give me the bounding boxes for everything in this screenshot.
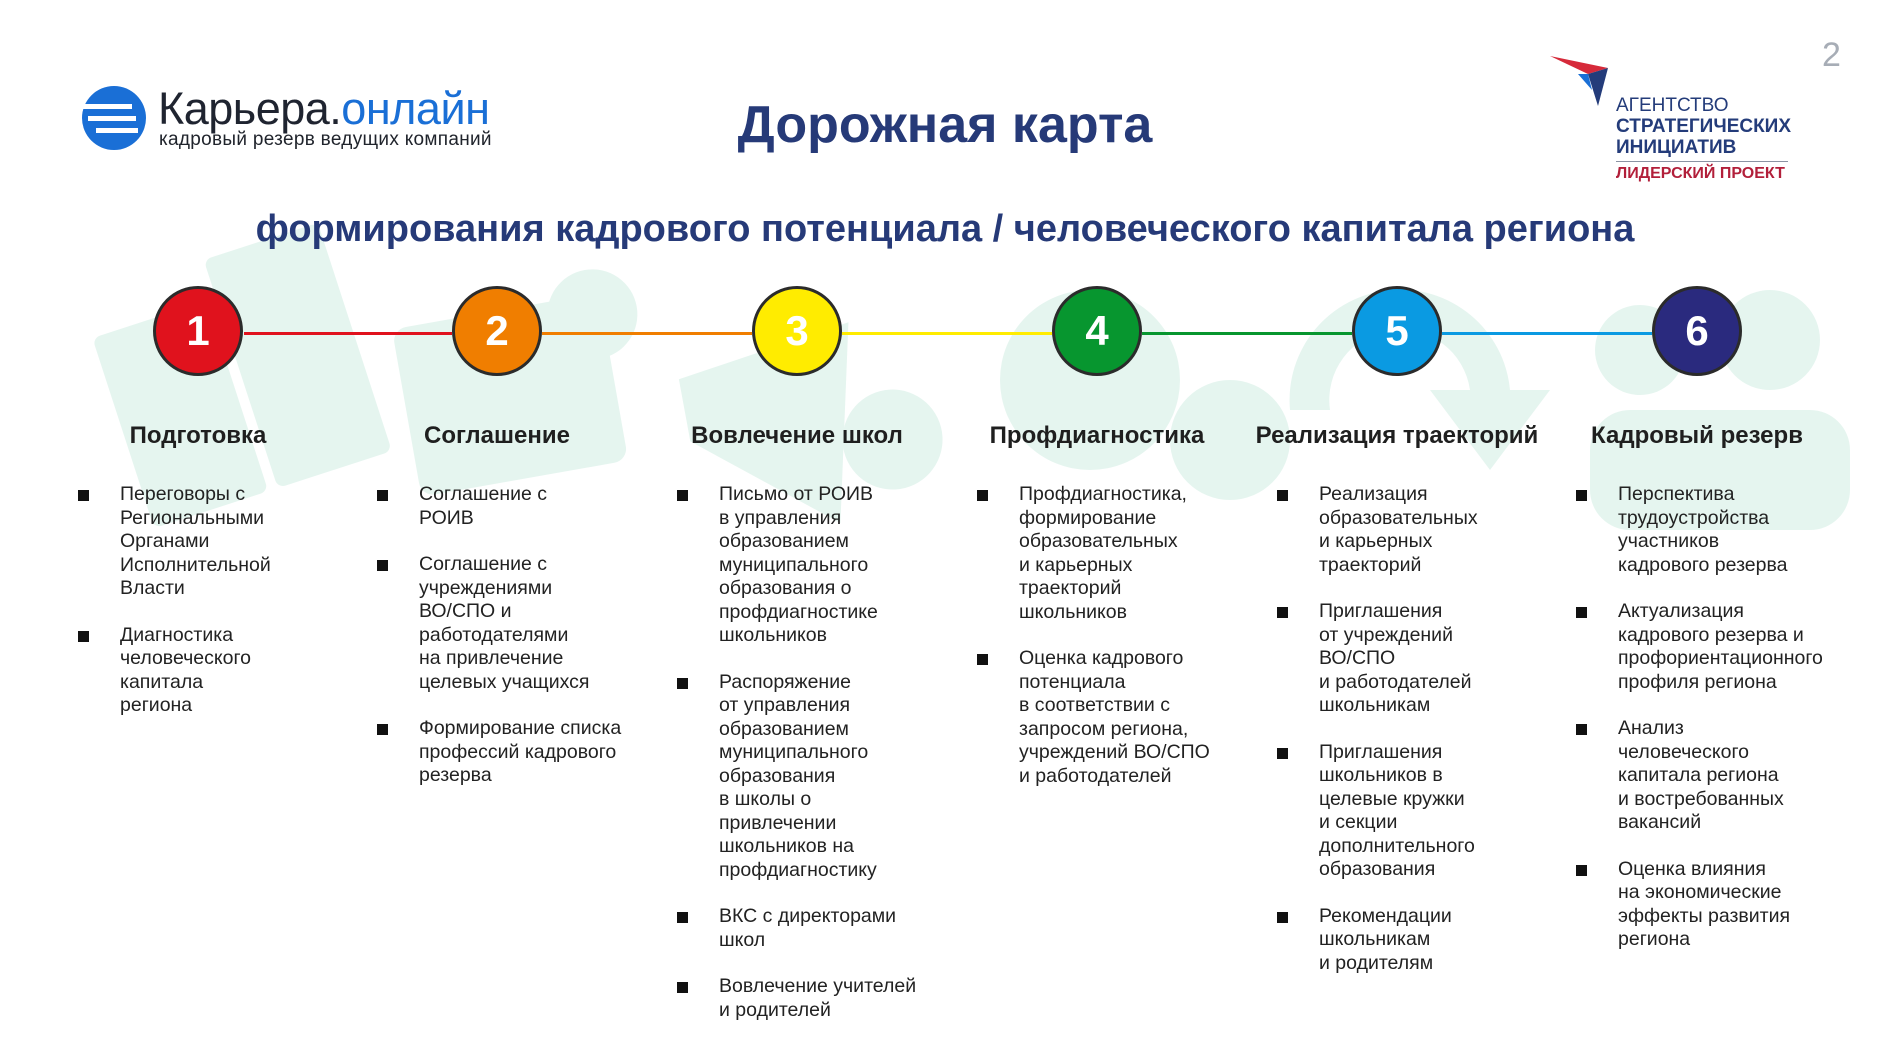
- connector-5-6: [1442, 332, 1652, 335]
- asi-line-3: ИНИЦИАТИВ: [1616, 137, 1737, 158]
- step-items: [377, 483, 627, 811]
- step-number-circle: 3: [752, 286, 842, 376]
- list-item: Формирование списка профессий кадрового резерва: [377, 717, 627, 788]
- list-item: Диагностика человеческого капитала региона: [78, 624, 328, 718]
- list-item: Приглашения школьников в целевые кружки и секции дополнительного образования: [1277, 741, 1527, 882]
- list-item: Письмо от РОИВ в управления образованием муниципального образования о профдиагностике школьников: [677, 483, 927, 648]
- step-number-circle: 1: [153, 286, 243, 376]
- asi-line-4: ЛИДЕРСКИЙ ПРОЕКТ: [1616, 165, 1785, 182]
- step-number-circle: 6: [1652, 286, 1742, 376]
- brand-name: Карьера.онлайн: [158, 83, 490, 134]
- list-item: Профдиагностика, формирование образовательных и карьерных траекторий школьников: [977, 483, 1227, 624]
- step-number-circle: 5: [1352, 286, 1442, 376]
- step-heading: Соглашение: [424, 422, 570, 449]
- asi-divider: [1616, 161, 1788, 162]
- step-heading: Подготовка: [129, 422, 267, 449]
- list-item: Приглашения от учреждений ВО/СПО и работодателей школьникам: [1277, 600, 1527, 718]
- connector-4-5: [1142, 332, 1352, 335]
- connector-2-3: [542, 332, 752, 335]
- step-heading: Вовлечение школ: [691, 422, 903, 449]
- list-item: Оценка влияния на экономические эффекты развития региона: [1576, 858, 1856, 952]
- step-number-circle: 2: [452, 286, 542, 376]
- step-items: [677, 483, 927, 1045]
- list-item: Реализация образовательных и карьерных траекторий: [1277, 483, 1527, 577]
- list-item: Оценка кадрового потенциала в соответствии с запросом региона, учреждений ВО/СПО и работодателей: [977, 647, 1227, 788]
- step-heading: Кадровый резерв: [1591, 422, 1803, 449]
- page-number: 2: [1822, 36, 1841, 74]
- gears-icon: [1000, 290, 1290, 500]
- connector-1-2: [244, 332, 452, 335]
- list-item: Рекомендации школьникам и родителям: [1277, 905, 1527, 976]
- asi-line-1: АГЕНТСТВО: [1616, 95, 1729, 116]
- step-number-circle: 4: [1052, 286, 1142, 376]
- step-heading: Реализация траекторий: [1255, 422, 1539, 449]
- list-item: Анализ человеческого капитала региона и востребованных вакансий: [1576, 717, 1856, 835]
- asi-line-2: СТРАТЕГИЧЕСКИХ: [1616, 116, 1792, 137]
- connector-3-4: [842, 332, 1052, 335]
- step-items: [977, 483, 1227, 811]
- page-title: Дорожная карта: [737, 96, 1153, 154]
- list-item: Соглашение с РОИВ: [377, 483, 627, 530]
- list-item: Вовлечение учителей и родителей: [677, 975, 927, 1022]
- list-item: Распоряжение от управления образованием муниципального образования в школы о привлечении школьников на профдиагностику: [677, 671, 927, 883]
- list-item: Соглашение с учреждениями ВО/СПО и работодателями на привлечение целевых учащихся: [377, 553, 627, 694]
- step-items: [1576, 483, 1856, 975]
- list-item: Переговоры с Региональными Органами Исполнительной Власти: [78, 483, 328, 601]
- brand-tagline: кадровый резерв ведущих компаний: [159, 129, 492, 150]
- step-heading: Профдиагностика: [989, 422, 1205, 449]
- list-item: Актуализация кадрового резерва и профориентационного профиля региона: [1576, 600, 1856, 694]
- page-subtitle: формирования кадрового потенциала / человеческого капитала региона: [255, 208, 1635, 250]
- list-item: ВКС с директорами школ: [677, 905, 927, 952]
- list-item: Перспектива трудоустройства участников кадрового резерва: [1576, 483, 1856, 577]
- step-items: [1277, 483, 1527, 998]
- step-items: [78, 483, 328, 741]
